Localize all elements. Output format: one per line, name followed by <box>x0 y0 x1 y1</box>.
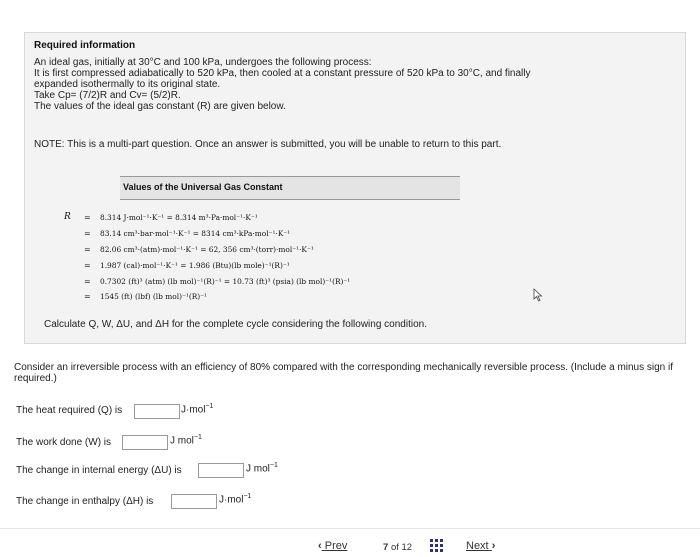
internal-energy-label: The change in internal energy (ΔU) is <box>16 465 182 476</box>
grid-menu-icon[interactable] <box>430 539 443 552</box>
footer-divider <box>0 528 700 529</box>
heat-required-label: The heat required (Q) is <box>16 405 123 416</box>
prev-button[interactable]: ‹ Prev <box>318 540 348 552</box>
gas-constant-symbol: R <box>64 212 71 222</box>
next-button[interactable]: Next › <box>466 540 496 552</box>
gas-constant-row: 82.06 cm³·(atm)·mol⁻¹·K⁻¹ = 62, 356 cm³·(torr)·mol⁻¹·K⁻¹ <box>100 245 314 254</box>
work-done-label: The work done (W) is <box>16 437 112 448</box>
heat-required-unit: J·mol$^{-1}$ <box>181 403 214 416</box>
equals-sign: = <box>84 229 91 238</box>
equals-sign: = <box>84 292 91 301</box>
gas-constant-row: 8.314 J·mol⁻¹·K⁻¹ = 8.314 m³·Pa·mol⁻¹·K⁻¹ <box>100 213 258 222</box>
heat-required-input[interactable] <box>134 404 180 419</box>
equals-sign: = <box>84 261 91 270</box>
equals-sign: = <box>84 213 91 222</box>
internal-energy-input[interactable] <box>198 463 244 478</box>
internal-energy-unit: J mol$^{-1}$ <box>246 462 278 475</box>
gas-constant-row: 83.14 cm³·bar·mol⁻¹·K⁻¹ = 8314 cm³·kPa·mol⁻¹·K⁻¹ <box>100 229 291 238</box>
page-indicator: 7 of 12 <box>383 542 413 553</box>
enthalpy-input[interactable] <box>171 494 217 509</box>
work-done-unit: J mol$^{-1}$ <box>170 434 202 447</box>
condition-statement: Consider an irreversible process with an efficiency of 80% compared with the corresponding mechanically reversible process. (Include a minus sign if required.) <box>14 362 674 384</box>
gas-constant-row: 1.987 (cal)·mol⁻¹·K⁻¹ = 1.986 (Btu)(lb mole)⁻¹(R)⁻¹ <box>100 261 290 270</box>
problem-statement: An ideal gas, initially at 30°C and 100 kPa, undergoes the following process: It is first compressed adiabatically to 520 kPa, then cooled at a constant pressure of 520 kPa to 30°C, and finally expanded isothermally to its original state. Take Cp= (7/2)R and Cv= (5/2)R. The values of the ideal gas constant (R) are given below. <box>34 57 531 112</box>
gas-constant-row: 0.7302 (ft)³ (atm) (lb mol)⁻¹(R)⁻¹ = 10.73 (ft)³ (psia) (lb mol)⁻¹(R)⁻¹ <box>100 277 351 286</box>
gas-constant-row: 1545 (ft) (lbf) (lb mol)⁻¹(R)⁻¹ <box>100 292 208 301</box>
enthalpy-label: The change in enthalpy (ΔH) is <box>16 496 154 507</box>
work-done-input[interactable] <box>122 435 168 450</box>
calculation-instruction: Calculate Q, W, ΔU, and ΔH for the complete cycle considering the following condition. <box>44 319 427 330</box>
multipart-note: NOTE: This is a multi-part question. Once an answer is submitted, you will be unable to return to this part. <box>34 139 502 150</box>
chevron-right-icon: › <box>491 540 496 552</box>
chevron-left-icon: ‹ <box>318 540 322 552</box>
mouse-cursor-icon <box>532 288 544 302</box>
equals-sign: = <box>84 245 91 254</box>
section-title: Required information <box>34 40 136 51</box>
equals-sign: = <box>84 277 91 286</box>
enthalpy-unit: J·mol$^{-1}$ <box>219 493 252 506</box>
gas-constant-table-title: Values of the Universal Gas Constant <box>123 182 283 192</box>
